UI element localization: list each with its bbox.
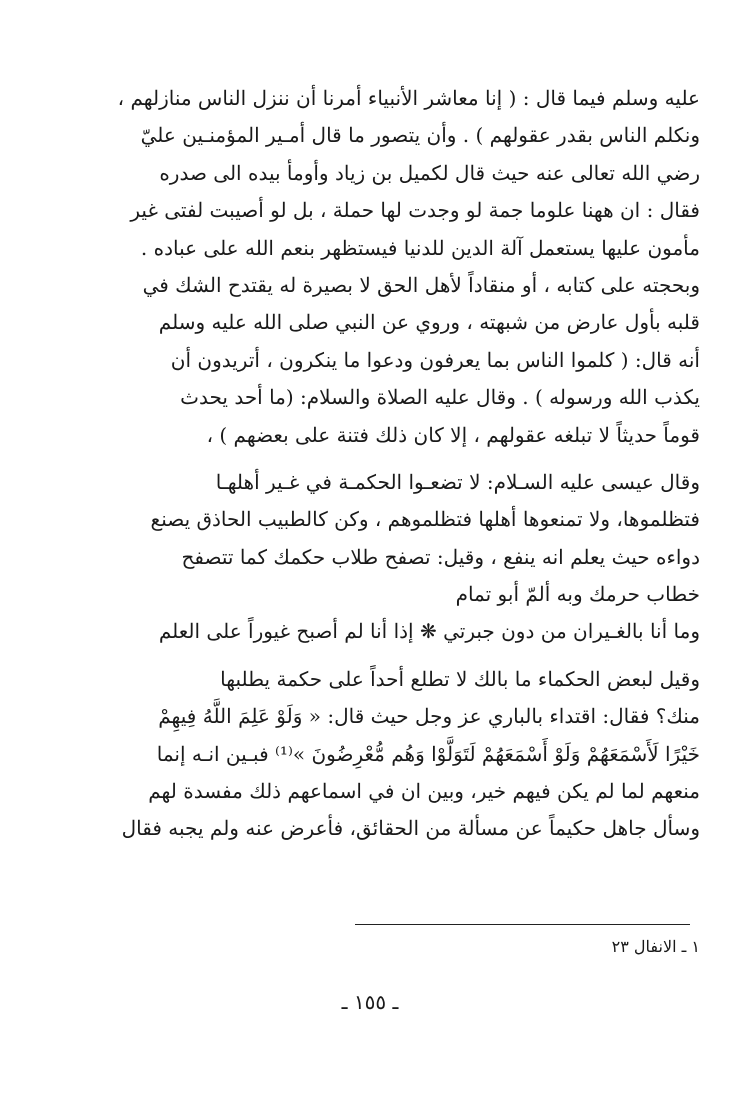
text-line: وقال عيسى عليه السـلام: لا تضعـوا الحكمـة في غـير أهلهـا — [215, 469, 700, 494]
page-number: ـ ١٥٥ ـ — [341, 990, 399, 1014]
footnote-divider — [355, 924, 690, 925]
text-line: منعهم لما لم يكن فيهم خير، وبين ان في اسماعهم ذلك مفسدة لهم — [148, 779, 700, 804]
text-line: فتظلموها، ولا تمنعوها أهلها فتظلموهم ، وكن كالطبيب الحاذق يصنع — [150, 507, 700, 532]
poetry-verse: وما أنا بالغـيران من دون جبرتي ❋ إذا أنا لم أصبح غيوراً على العلم — [158, 619, 700, 644]
body-text — [60, 80, 700, 848]
text-line: منك؟ فقال: اقتداء بالباري عز وجل حيث قال: « وَلَوْ عَلِمَ اللَّهُ فِيهِمْ — [158, 704, 700, 729]
text-line: وبحجته على كتابه ، أو منقاداً لأهل الحق لا بصيرة له يقتدح الشك في — [142, 272, 700, 297]
text-line: ونكلم الناس بقدر عقولهم ) . وأن يتصور ما قال أمـير المؤمنـين عليّ — [140, 123, 700, 148]
text-line: فقال : ان ههنا علوما جمة لو وجدت لها حملة ، بل لو أصيبت لفتى غير — [130, 198, 700, 223]
text-line: عليه وسلم فيما قال : ( إنا معاشر الأنبياء أمرنا أن ننزل الناس منازلهم ، — [117, 86, 700, 110]
quran-verse-line: خَيْرًا لَأَسْمَعَهُمْ وَلَوْ أَسْمَعَهُمْ لَتَوَلَّوْا وَهُم مُّعْرِضُونَ »⁽¹⁾ فبـين انـه إنما — [156, 741, 700, 766]
text-line: رضي الله تعالى عنه حيث قال لكميل بن زياد وأومأ بيده الى صدره — [159, 160, 700, 185]
text-line: يكذب الله ورسوله ) . وقال عليه الصلاة والسلام: (ما أحد يحدث — [180, 385, 700, 410]
text-line: قوماً حديثاً لا تبلغه عقولهم ، إلا كان ذلك فتنة على بعضهم ) ، — [206, 422, 700, 447]
footnote: ١ ـ الانفال ٢٣ — [611, 937, 700, 956]
text-line: قلبه بأول عارض من شبهته ، وروي عن النبي صلى الله عليه وسلم — [158, 310, 700, 335]
text-line: خطاب حرمك وبه ألمّ أبو تمام — [455, 582, 700, 607]
text-line: وقيل لبعض الحكماء ما بالك لا تطلع أحداً على حكمة يطلبها — [220, 666, 700, 691]
text-line: دواءه حيث يعلم انه ينفع ، وقيل: تصفح طلاب حكمك كما تتصفح — [181, 544, 700, 569]
text-line: أنه قال: ( كلموا الناس بما يعرفون ودعوا ما ينكرون ، أتريدون أن — [170, 347, 700, 372]
text-line: وسأل جاهل حكيماً عن مسألة من الحقائق، فأعرض عنه ولم يجبه فقال — [121, 816, 700, 841]
text-line: مأمون عليها يستعمل آلة الدين للدنيا فيستظهر بنعم الله على عباده . — [140, 235, 700, 260]
